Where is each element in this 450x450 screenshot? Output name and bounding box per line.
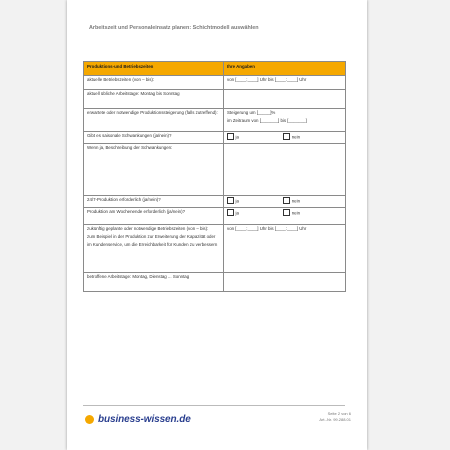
yes-label: ja — [235, 210, 239, 216]
table-row — [84, 75, 346, 89]
page-number: Seite 2 von 6 — [327, 411, 351, 416]
yes-label: ja — [235, 198, 239, 204]
table-row — [84, 207, 346, 224]
row-label-fluctuation-description: Wenn ja, Beschreibung der Schwankungen: — [84, 143, 224, 195]
no-label: nein — [291, 210, 301, 216]
document-page — [67, 0, 367, 450]
affected-workdays-field[interactable] — [224, 272, 346, 291]
current-hours-field[interactable]: von [____:____] Uhr bis [____:____] Uhr — [224, 75, 346, 89]
seasonal-yes-checkbox[interactable] — [227, 133, 234, 140]
row-label-affected-workdays: betroffene Arbeitstage: Montag, Dienstag ... Sonntag — [84, 272, 224, 291]
seasonal-options — [224, 131, 346, 143]
form-table — [83, 61, 346, 292]
increase-period-field[interactable]: im Zeitraum von [_______] bis [_______] — [227, 117, 307, 123]
table-row — [84, 272, 346, 291]
row-label-weekend: Produktion am Wochenende erforderlich (ja/nein)? — [84, 207, 224, 224]
increase-percent-field[interactable]: Steigerung um [_____]% — [227, 110, 276, 115]
footer-meta — [289, 411, 351, 424]
row-label-production-increase: erwartete oder notwendige Produktionssteigerung (falls zutreffend): — [84, 108, 224, 131]
table-row — [84, 143, 346, 195]
yes-label: ja — [235, 134, 239, 140]
production-24-7-options — [224, 195, 346, 207]
future-hours-example-production: zum Beispiel in der Produktion zur Erweiterung der Kapazität oder — [87, 233, 216, 239]
production-24-7-yes-checkbox[interactable] — [227, 197, 234, 204]
table-row — [84, 195, 346, 207]
no-label: nein — [291, 198, 301, 204]
brand-logo — [85, 414, 191, 425]
logo-dot-icon — [85, 415, 94, 424]
weekend-options — [224, 207, 346, 224]
document-title: Arbeitszeit und Personaleinsatz planen: Schichtmodell auswählen — [89, 25, 259, 31]
row-label-seasonal: Gibt es saisonale Schwankungen (ja/nein)? — [84, 131, 224, 143]
row-label-24-7: 24/7-Produktion erforderlich (ja/nein)? — [84, 195, 224, 207]
logo-text: business-wissen.de — [98, 414, 191, 425]
table-row — [84, 108, 346, 131]
future-hours-label: zukünftig geplante oder notwendige Betriebszeiten (von – bis): — [87, 226, 209, 231]
table-row — [84, 89, 346, 108]
weekend-no-checkbox[interactable] — [283, 209, 290, 216]
production-24-7-no-checkbox[interactable] — [283, 197, 290, 204]
no-label: nein — [291, 134, 301, 140]
footer-divider — [83, 405, 345, 406]
row-label-current-hours: aktuelle Betriebszeiten (von – bis): — [84, 75, 224, 89]
fluctuation-description-field[interactable] — [224, 143, 346, 195]
future-hours-field[interactable]: von [____:____] Uhr bis [____:____] Uhr — [224, 224, 346, 272]
header-your-details: Ihre Angaben — [224, 62, 346, 76]
table-header-row — [84, 62, 346, 76]
row-label-future-hours — [84, 224, 224, 272]
future-hours-example-service: im Kundenservice, um die Erreichbarkeit für Kunden zu verbessern — [87, 241, 218, 247]
weekend-yes-checkbox[interactable] — [227, 209, 234, 216]
header-production-times: Produktions-und Betriebszeiten — [84, 62, 224, 76]
production-increase-field[interactable] — [224, 108, 346, 131]
seasonal-no-checkbox[interactable] — [283, 133, 290, 140]
table-row — [84, 224, 346, 272]
article-number: Art.-Nr. 99.288.01 — [319, 417, 351, 423]
table-row — [84, 131, 346, 143]
current-workdays-field[interactable] — [224, 89, 346, 108]
row-label-current-workdays: aktuell übliche Arbeitstage: Montag bis Sonntag — [84, 89, 224, 108]
